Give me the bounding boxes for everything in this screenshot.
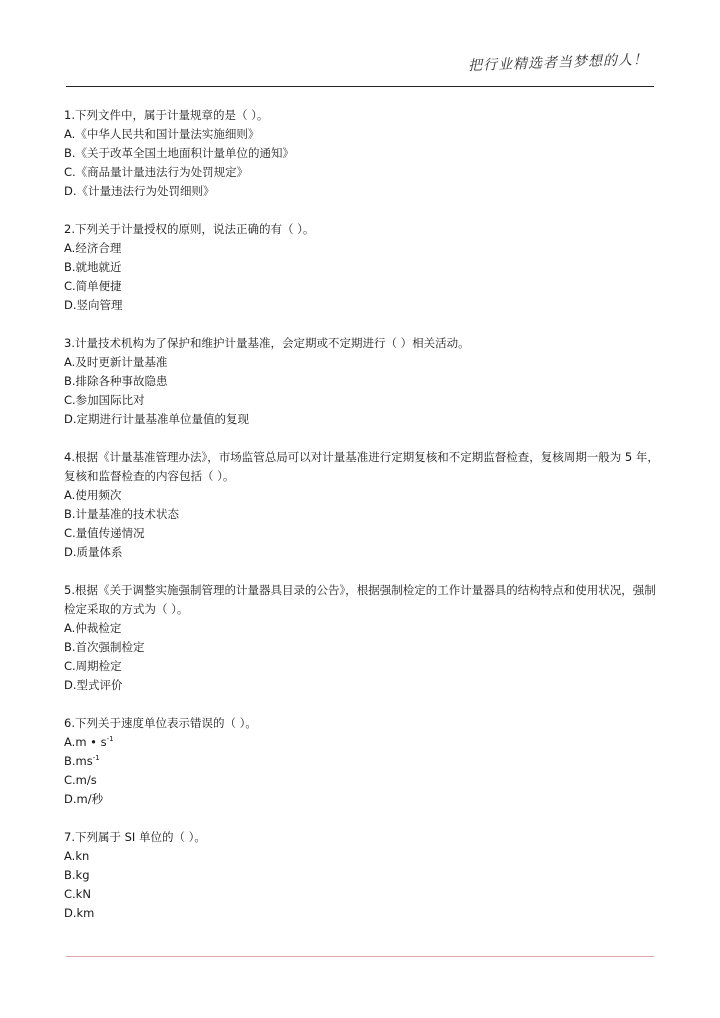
option-d: D.型式评价 bbox=[64, 678, 123, 692]
question-stem: 3.计量技术机构为了保护和维护计量基准，会定期或不定期进行（ ）相关活动。 bbox=[64, 336, 470, 350]
option-b bbox=[64, 752, 660, 771]
option-d: D.《计量违法行为处罚细则》 bbox=[64, 184, 215, 198]
option-b-text: B.ms bbox=[64, 754, 93, 768]
option-a: A.《中华人民共和国计量法实施细则》 bbox=[64, 127, 260, 141]
question-stem: 5.根据《关于调整实施强制管理的计量器具目录的公告》，根据强制检定的工作计量器具的结构特点和使用状况，强制检定采取的方式为（ ）。 bbox=[64, 583, 656, 616]
option-a: A.仲裁检定 bbox=[64, 621, 122, 635]
option-a: A.使用频次 bbox=[64, 488, 122, 502]
footer-divider bbox=[66, 956, 654, 957]
question-6 bbox=[64, 714, 660, 809]
option-c: C.参加国际比对 bbox=[64, 393, 145, 407]
option-b: B.首次强制检定 bbox=[64, 640, 145, 654]
header-slogan: 把行业精选者当梦想的人！ bbox=[467, 51, 649, 75]
option-a-text: A.m • s bbox=[64, 735, 107, 749]
question-4 bbox=[64, 448, 660, 562]
option-d: D.km bbox=[64, 906, 95, 920]
option-a: A.经济合理 bbox=[64, 241, 122, 255]
option-a-exponent: -1 bbox=[106, 735, 114, 744]
option-d: D.质量体系 bbox=[64, 545, 123, 559]
question-2 bbox=[64, 220, 660, 315]
option-d: D.竖向管理 bbox=[64, 298, 123, 312]
question-7 bbox=[64, 828, 660, 923]
header-divider bbox=[66, 86, 654, 87]
option-c: C.kN bbox=[64, 887, 91, 901]
question-3 bbox=[64, 334, 660, 429]
option-c: C.简单便捷 bbox=[64, 279, 122, 293]
option-b: B.《关于改革全国土地面积计量单位的通知》 bbox=[64, 146, 295, 160]
option-d-text: D.m/秒 bbox=[64, 792, 104, 806]
option-b: B.计量基准的技术状态 bbox=[64, 507, 180, 521]
question-stem: 4.根据《计量基准管理办法》，市场监管总局可以对计量基准进行定期复核和不定期监督检查，复核周期一般为 5 年，复核和监督检查的内容包括（ ）。 bbox=[64, 450, 659, 483]
option-c bbox=[64, 771, 660, 790]
option-b: B.就地就近 bbox=[64, 260, 122, 274]
option-c-text: C.m/s bbox=[64, 773, 97, 787]
option-a: A.kn bbox=[64, 849, 90, 863]
option-a bbox=[64, 733, 660, 752]
option-c: C.量值传递情况 bbox=[64, 526, 145, 540]
question-1 bbox=[64, 106, 660, 201]
question-stem: 2.下列关于计量授权的原则，说法正确的有（ ）。 bbox=[64, 222, 315, 236]
option-a: A.及时更新计量基准 bbox=[64, 355, 168, 369]
option-c: C.《商品量计量违法行为处罚规定》 bbox=[64, 165, 249, 179]
option-b: B.排除各种事故隐患 bbox=[64, 374, 168, 388]
option-d bbox=[64, 790, 660, 809]
option-c: C.周期检定 bbox=[64, 659, 122, 673]
option-d: D.定期进行计量基准单位量值的复现 bbox=[64, 412, 250, 426]
question-stem: 7.下列属于 SI 单位的（ ）。 bbox=[64, 830, 206, 844]
option-b-exponent: -1 bbox=[92, 754, 100, 763]
question-stem: 1.下列文件中，属于计量规章的是（ ）。 bbox=[64, 108, 269, 122]
question-list bbox=[64, 106, 660, 942]
question-stem: 6.下列关于速度单位表示错误的（ ）。 bbox=[64, 716, 257, 730]
question-5 bbox=[64, 581, 660, 695]
option-b: B.kg bbox=[64, 868, 90, 882]
